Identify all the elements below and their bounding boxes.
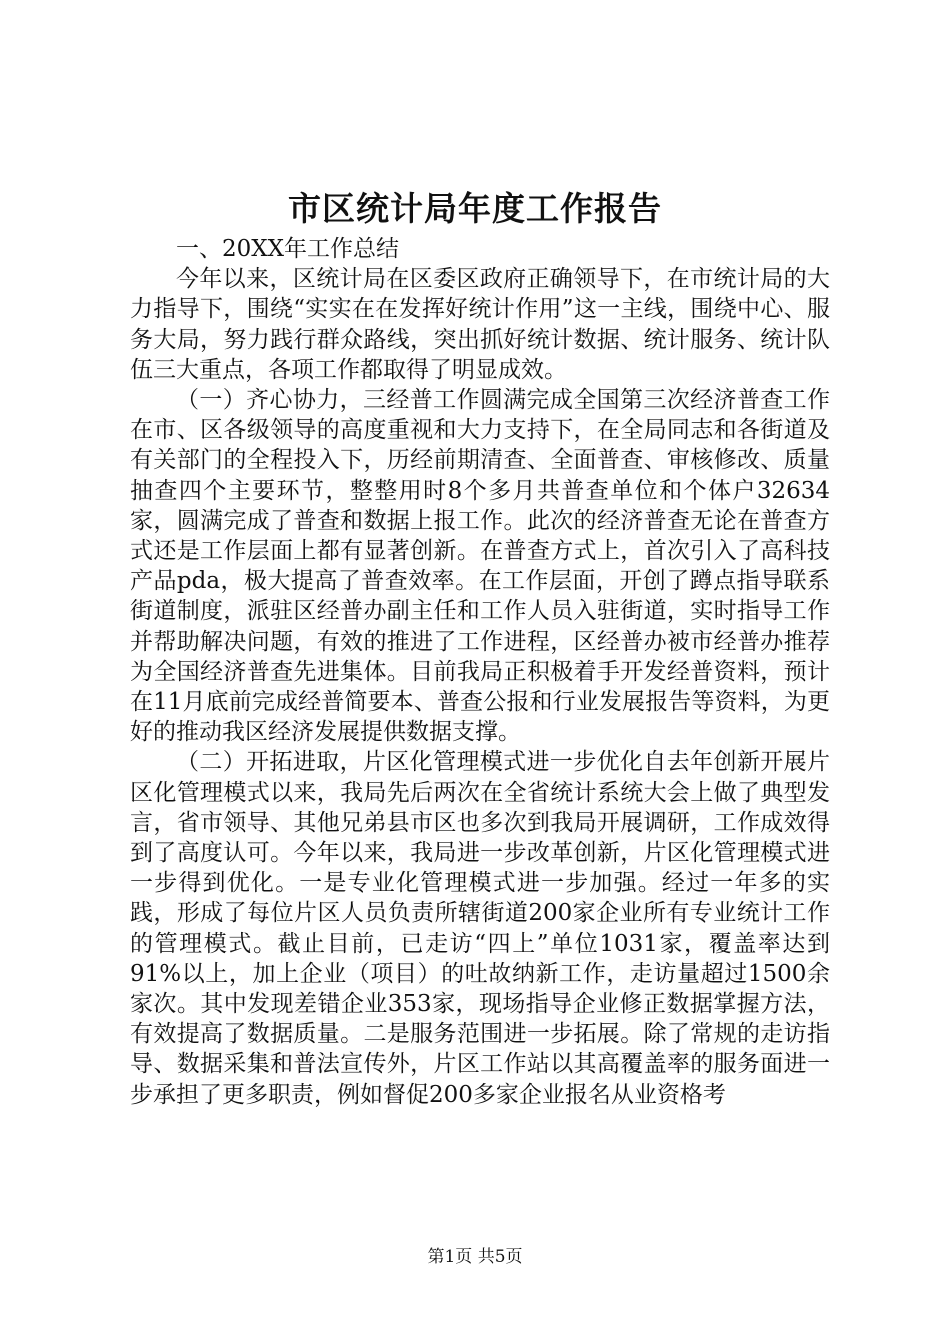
page-number: 第1页	[427, 1247, 473, 1267]
page-total: 共5页	[477, 1247, 523, 1267]
page-footer	[0, 1245, 950, 1269]
document-body	[130, 234, 830, 1110]
section-heading: 一、20XX年工作总结	[176, 236, 400, 262]
document-title: 市区统计局年度工作报告	[288, 189, 662, 228]
paragraph-intro: 今年以来，区统计局在区委区政府正确领导下，在市统计局的大力指导下，围绕“实实在在发挥好统计作用”这一主线，围绕中心、服务大局，努力践行群众路线，突出抓好统计数据、统计服务、统计队伍三大重点，各项工作都取得了明显成效。	[130, 266, 830, 383]
paragraph-economic-census: （一）齐心协力，三经普工作圆满完成全国第三次经济普查工作在市、区各级领导的高度重视和大力支持下，在全局同志和各街道及有关部门的全程投入下，历经前期清查、全面普查、审核修改、质量抽查四个主要环节，整整用时8个多月共普查单位和个体户32634家，圆满完成了普查和数据上报工作。此次的经济普查无论在普查方式还是工作层面上都有显著创新。在普查方式上，首次引入了高科技产品pda，极大提高了普查效率。在工作层面，开创了蹲点指导联系街道制度，派驻区经普办副主任和工作人员入驻街道，实时指导工作并帮助解决问题，有效的推进了工作进程，区经普办被市经普办推荐为全国经济普查先进集体。目前我局正积极着手开发经普资料，预计在11月底前完成经普简要本、普查公报和行业发展报告等资料，为更好的推动我区经济发展提供数据支撑。	[130, 387, 830, 746]
paragraph-district-management: （二）开拓进取，片区化管理模式进一步优化自去年创新开展片区化管理模式以来，我局先后两次在全省统计系统大会上做了典型发言，省市领导、其他兄弟县市区也多次到我局开展调研，工作成效得到了高度认可。今年以来，我局进一步改革创新，片区化管理模式进一步得到优化。一是专业化管理模式进一步加强。经过一年多的实践，形成了每位片区人员负责所辖街道200家企业所有专业统计工作的管理模式。截止目前，已走访“四上”单位1031家，覆盖率达到91%以上，加上企业（项目）的吐故纳新工作，走访量超过1500余家次。其中发现差错企业353家，现场指导企业修正数据掌握方法，有效提高了数据质量。二是服务范围进一步拓展。除了常规的走访指导、数据采集和普法宣传外，片区工作站以其高覆盖率的服务面进一步承担了更多职责，例如督促200多家企业报名从业资格考	[130, 749, 830, 1108]
